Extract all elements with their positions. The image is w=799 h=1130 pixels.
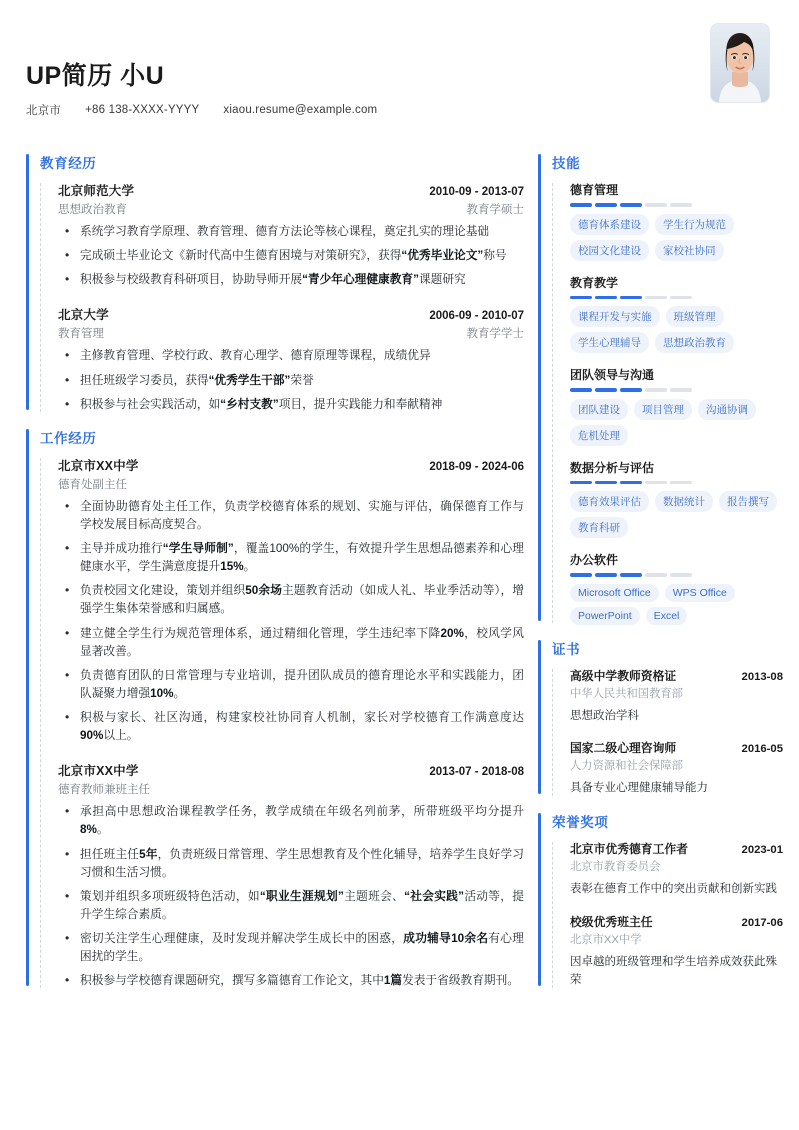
skill-level-segment	[595, 481, 617, 485]
skill-level-segment	[670, 388, 692, 392]
skill-level-segment	[595, 388, 617, 392]
contact-email: xiaou.resume@example.com	[223, 104, 378, 116]
credential-description: 因卓越的班级管理和学生培养成效获此殊荣	[570, 955, 777, 986]
skill-tag[interactable]: 团队建设	[570, 399, 628, 420]
section-title: 证书	[552, 641, 581, 657]
entry-organization: 北京市XX中学	[58, 764, 139, 779]
credential-heading	[570, 739, 783, 756]
skill-level-segment	[670, 296, 692, 300]
credential-description: 具备专业心理健康辅导能力	[570, 782, 708, 795]
skill-level-segment	[620, 203, 642, 207]
entry-degree: 教育学学士	[466, 328, 524, 341]
skill-level-bar	[570, 296, 783, 300]
entry-bullets	[58, 223, 524, 289]
credential-issuer: 北京市XX中学	[570, 933, 642, 946]
entry-organization: 北京市XX中学	[58, 458, 139, 473]
work-entries	[40, 456, 524, 991]
skill-level-segment	[645, 573, 667, 577]
skill-group-name: 教育教学	[570, 275, 619, 290]
skill-group	[570, 551, 783, 625]
section-awards	[538, 811, 783, 989]
skill-tag[interactable]: 报告撰写	[719, 491, 777, 512]
skill-group	[570, 366, 783, 446]
contact-line	[26, 102, 773, 118]
credential-heading	[570, 840, 783, 857]
bullet-item: • 密切关注学生心理健康，及时发现并解决学生成长中的困惑，成功辅导10余名有心理困扰的学生。	[58, 930, 524, 966]
bullet-item: • 主导并成功推行“学生导师制”，覆盖100%的学生，有效提升学生思想品德素养和心理健康水平，学生满意度提升15%。	[58, 540, 524, 576]
bullet-item: • 积极参与社会实践活动，如“乡村支教”项目，提升实践能力和奉献精神	[58, 396, 524, 414]
entry-subheading	[58, 325, 524, 341]
credential-heading	[570, 667, 783, 684]
credential-name: 高级中学教师资格证	[570, 668, 677, 683]
bullet-item: • 主修教育管理、学校行政、教育心理学、德育原理等课程，成绩优异	[58, 347, 524, 365]
skill-tag[interactable]: PowerPoint	[570, 607, 640, 625]
skill-tag[interactable]: 课程开发与实施	[570, 306, 660, 327]
skill-group	[570, 181, 783, 261]
entry-subheading	[58, 781, 524, 797]
entry-date-range: 2018-09 - 2024-06	[429, 460, 524, 473]
skill-tag-list	[570, 491, 783, 538]
experience-entry	[58, 761, 524, 990]
skill-group-name: 办公软件	[570, 553, 619, 567]
entry-bullets	[58, 347, 524, 413]
skill-group	[570, 274, 783, 354]
skill-tag[interactable]: 家校社协同	[655, 240, 724, 261]
left-column	[26, 152, 524, 1003]
section-skills	[538, 152, 783, 625]
entry-degree: 教育学硕士	[466, 204, 524, 216]
skill-tag[interactable]: 德育体系建设	[570, 214, 649, 235]
skill-tag[interactable]: 学生行为规范	[655, 214, 734, 235]
credential-date: 2023-01	[741, 844, 783, 857]
experience-entry	[58, 305, 524, 413]
skill-tag[interactable]: 危机处理	[570, 425, 628, 446]
credential-heading	[570, 913, 783, 930]
skill-level-segment	[570, 296, 592, 300]
entry-subheading	[58, 476, 524, 492]
credential-issuer: 北京市教育委员会	[570, 861, 661, 874]
entry-heading	[58, 181, 524, 199]
skill-tag[interactable]: 思想政治教育	[655, 332, 734, 353]
skill-level-segment	[620, 296, 642, 300]
section-title: 工作经历	[40, 430, 97, 446]
credential-item	[570, 840, 783, 899]
right-column	[538, 152, 783, 1003]
resume-header	[26, 24, 773, 132]
bullet-item: • 积极与家长、社区沟通，构建家校社协同育人机制，家长对学校德育工作满意度达90%以上。	[58, 709, 524, 745]
skill-level-segment	[645, 296, 667, 300]
skill-level-segment	[670, 481, 692, 485]
entry-organization: 北京师范大学	[58, 184, 135, 198]
skill-tag-list	[570, 399, 783, 446]
skill-tag[interactable]: 教育科研	[570, 517, 628, 538]
skill-tag[interactable]: 德育效果评估	[570, 491, 649, 512]
entry-date-range: 2006-09 - 2010-07	[429, 310, 524, 323]
skill-level-segment	[570, 388, 592, 392]
section-title: 荣誉奖项	[552, 815, 609, 831]
entry-bullets	[58, 803, 524, 990]
credential-name: 北京市优秀德育工作者	[570, 842, 688, 857]
skill-level-bar	[570, 481, 783, 485]
credential-name: 国家二级心理咨询师	[570, 741, 677, 756]
skill-level-segment	[620, 388, 642, 392]
skill-level-bar	[570, 388, 783, 392]
bullet-item: • 积极参与学校德育课题研究，撰写多篇德育工作论文，其中1篇发表于省级教育期刊。	[58, 972, 524, 990]
entry-date-range: 2013-07 - 2018-08	[429, 766, 524, 779]
section-work	[26, 427, 524, 991]
skill-tag[interactable]: 项目管理	[634, 399, 692, 420]
skill-level-segment	[670, 203, 692, 207]
avatar	[711, 24, 769, 102]
award-items	[552, 840, 783, 989]
entry-heading	[58, 761, 524, 779]
contact-phone: +86 138-XXXX-YYYY	[85, 104, 200, 116]
credential-item	[570, 667, 783, 726]
credential-date: 2017-06	[741, 916, 783, 929]
skill-level-segment	[645, 481, 667, 485]
skill-level-segment	[595, 573, 617, 577]
bullet-item: • 负责德育团队的日常管理与专业培训，提升团队成员的德育理论水平和实践能力，团队凝聚力增强10%。	[58, 667, 524, 703]
skill-tag-list	[570, 584, 783, 625]
skill-level-segment	[570, 481, 592, 485]
bullet-item: • 策划并组织多项班级特色活动，如“职业生涯规划”主题班会、“社会实践”活动等，提升学生综合素质。	[58, 888, 524, 924]
entry-heading	[58, 456, 524, 474]
skill-level-segment	[645, 388, 667, 392]
skill-tag[interactable]: 沟通协调	[698, 399, 756, 420]
entry-heading	[58, 305, 524, 323]
skill-tag-list	[570, 214, 783, 261]
credential-item	[570, 913, 783, 990]
education-entries	[40, 181, 524, 414]
portrait-photo-icon	[711, 24, 769, 102]
skill-tag[interactable]: Excel	[646, 607, 688, 625]
bullet-item: • 担任班级学习委员，获得“优秀学生干部”荣誉	[58, 372, 524, 390]
skill-tag-list	[570, 306, 783, 353]
experience-entry	[58, 456, 524, 746]
bullet-item: • 负责校园文化建设，策划并组织50余场主题教育活动（如成人礼、毕业季活动等），增强学生集体荣誉感和归属感。	[58, 582, 524, 618]
credential-issuer: 人力资源和社会保障部	[570, 760, 683, 773]
credential-date: 2013-08	[741, 670, 783, 683]
skill-groups	[552, 181, 783, 625]
credential-name: 校级优秀班主任	[570, 914, 653, 929]
section-title: 技能	[552, 156, 581, 171]
skill-tag[interactable]: Microsoft Office	[570, 584, 659, 602]
skill-level-segment	[570, 573, 592, 577]
entry-role: 思想政治教育	[58, 204, 127, 216]
bullet-item: • 系统学习教育学原理、教育管理、德育方法论等核心课程，奠定扎实的理论基础	[58, 223, 524, 241]
skill-group-name: 德育管理	[570, 183, 619, 197]
skill-level-segment	[595, 203, 617, 207]
contact-location: 北京市	[26, 105, 62, 117]
entry-role: 教育管理	[58, 328, 104, 341]
skill-tag[interactable]: 校园文化建设	[570, 240, 649, 261]
skill-group-name: 数据分析与评估	[570, 460, 655, 475]
section-title: 教育经历	[40, 156, 97, 171]
entry-bullets	[58, 498, 524, 746]
resume-columns	[26, 152, 783, 1003]
bullet-item: • 积极参与校级教育科研项目，协助导师开展“青少年心理健康教育”课题研究	[58, 271, 524, 289]
skill-level-segment	[595, 296, 617, 300]
bullet-item: • 建立健全学生行为规范管理体系，通过精细化管理，学生违纪率下降20%，校风学风显著改善。	[58, 625, 524, 661]
skill-level-bar	[570, 203, 783, 207]
page-title: UP简历 小U	[26, 62, 165, 90]
credential-item	[570, 739, 783, 798]
skill-level-segment	[620, 573, 642, 577]
skill-group-name: 团队领导与沟通	[570, 368, 655, 382]
skill-tag[interactable]: 数据统计	[655, 491, 713, 512]
bullet-item: • 全面协助德育处主任工作，负责学校德育体系的规划、实施与评估，确保德育工作与学校发展目标高度契合。	[58, 498, 524, 534]
skill-level-segment	[670, 573, 692, 577]
credential-issuer: 中华人民共和国教育部	[570, 687, 683, 700]
section-certificates	[538, 638, 783, 799]
experience-entry	[58, 181, 524, 289]
skill-tag[interactable]: 班级管理	[666, 306, 724, 327]
section-education	[26, 152, 524, 414]
credential-date: 2016-05	[741, 743, 783, 756]
credential-description: 表彰在德育工作中的突出贡献和创新实践	[570, 883, 777, 896]
skill-level-segment	[620, 481, 642, 485]
entry-role: 德育处副主任	[58, 478, 127, 491]
skill-level-segment	[645, 203, 667, 207]
skill-tag[interactable]: WPS Office	[665, 584, 735, 602]
skill-level-segment	[570, 203, 592, 207]
skill-tag[interactable]: 学生心理辅导	[570, 332, 649, 353]
entry-role: 德育教师兼班主任	[58, 784, 150, 797]
bullet-item: • 完成硕士毕业论文《新时代高中生德育困境与对策研究》，获得“优秀毕业论文”称号	[58, 247, 524, 265]
entry-subheading	[58, 201, 524, 217]
certificate-items	[552, 667, 783, 799]
skill-level-bar	[570, 573, 783, 577]
entry-organization: 北京大学	[58, 308, 109, 323]
bullet-item: • 承担高中思想政治课程教学任务，教学成绩在年级名列前茅，所带班级平均分提升8%。	[58, 803, 524, 839]
credential-description: 思想政治学科	[570, 709, 639, 722]
skill-group	[570, 459, 783, 539]
bullet-item: • 担任班主任5年，负责班级日常管理、学生思想教育及个性化辅导，培养学生良好学习习惯和生活习惯。	[58, 846, 524, 882]
entry-date-range: 2010-09 - 2013-07	[429, 186, 524, 198]
